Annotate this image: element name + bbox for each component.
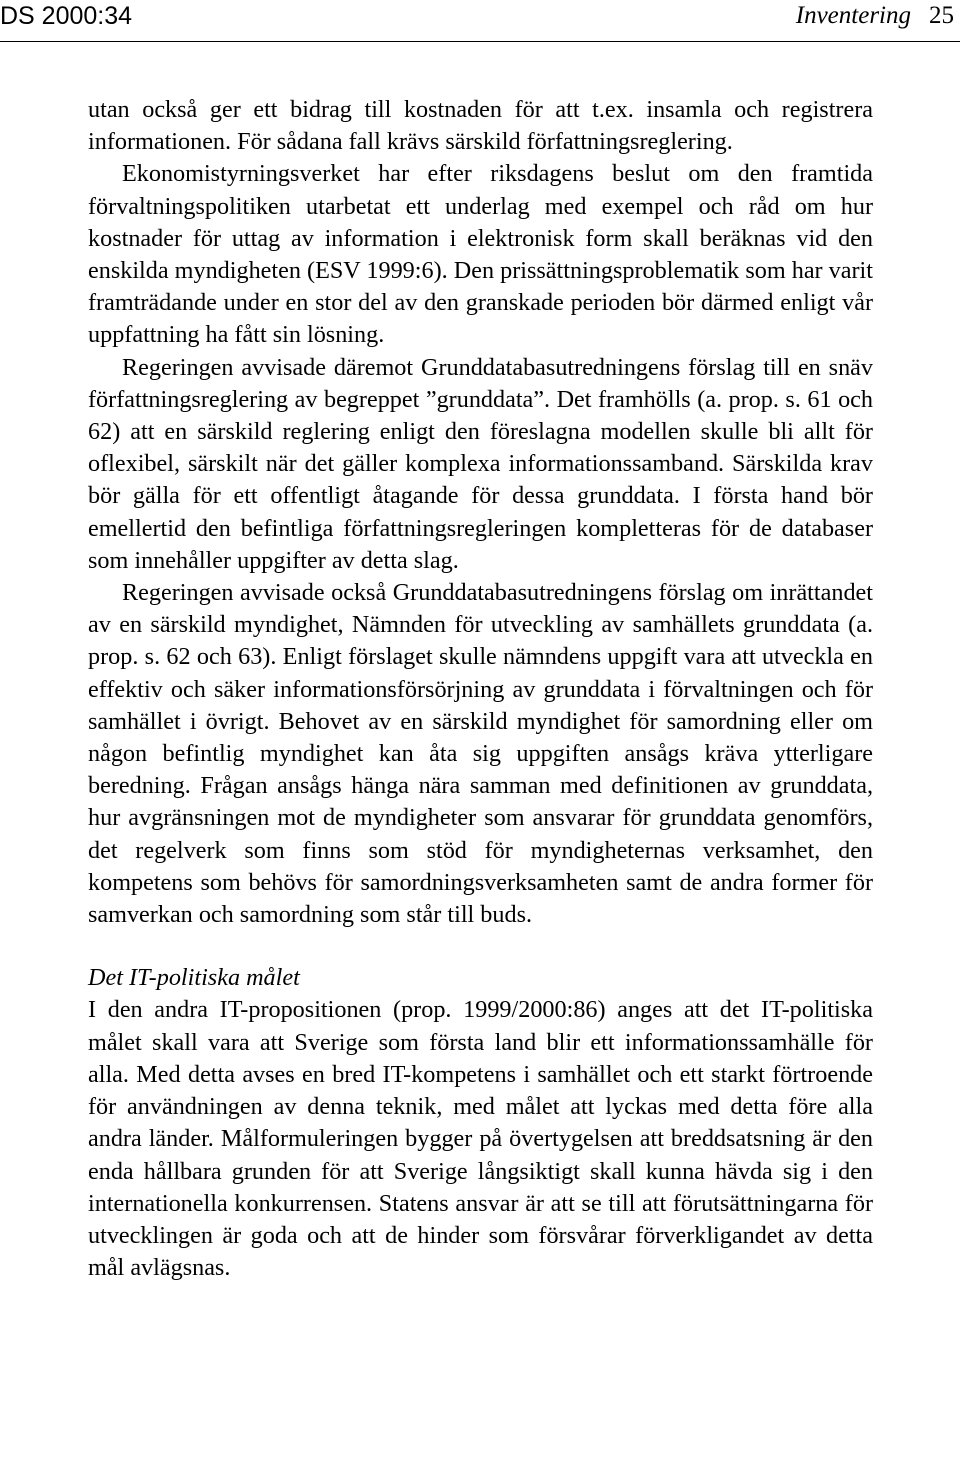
page-number: 25: [929, 2, 954, 29]
running-head: [796, 1, 954, 31]
document-id: DS 2000:34: [0, 2, 133, 30]
body-paragraph: Regeringen avvisade också Grunddatabasutredningens förslag om inrättandet av en särskild myndighet, Nämnden för utveckling av samhällets grunddata (a. prop. s. 62 och 63). Enligt förslaget skulle nämndens uppgift vara att utveckla en effektiv och säker informationsförsörjning av grunddata i förvaltningen och för samhället i övrigt. Behovet av en särskild myndighet för samordning eller om någon befintlig myndighet kan åta sig uppgiften ansågs kräva ytterligare beredning. Frågan ansågs hänga nära samman med definitionen av grunddata, hur avgränsningen mot de myndigheter som ansvarar för grunddata genomförs, det regelverk som finns som stöd för myndigheternas verksamhet, den kompetens som behövs för samordningsverksamheten samt de andra former för samverkan och samordning som står till buds.: [88, 579, 873, 929]
section-heading: Det IT-politiska målet: [88, 964, 300, 992]
page-header: [0, 0, 960, 46]
section-paragraph: I den andra IT-propositionen (prop. 1999/2000:86) anges att det IT-politiska målet skall vara att Sverige som första land blir ett informationssamhälle för alla. Med detta avses en bred IT-kompetens i samhället och ett starkt förtroende för användningen av denna teknik, med målet att lyckas med detta före alla andra länder. Målformuleringen bygger på övertygelsen att breddsatsning är den enda hållbara grunden för att Sverige långsiktigt skall kunna hävda sig i den internationella konkurrensen. Statens ansvar är att se till att förutsättningarna för utvecklingen är goda och att de hinder som försvårar förverkligandet av detta mål avlägsnas.: [88, 996, 873, 1282]
header-rule: [0, 41, 960, 42]
body-paragraph: Regeringen avvisade däremot Grunddatabasutredningens förslag till en snäv författningsreglering av begreppet ”grunddata”. Det framhölls (a. prop. s. 61 och 62) att en särskild reglering enligt den föreslagna modellen skulle bli allt för oflexibel, särskilt när det gäller komplexa informationssamband. Särskilda krav bör gälla för ett offentligt åtagande för dessa grunddata. I första hand bör emellertid den befintliga författningsregleringen kompletteras för de databaser som innehåller uppgifter av detta slag.: [88, 353, 873, 574]
page-body: [88, 94, 873, 1284]
section-title: Inventering: [795, 2, 911, 29]
body-paragraph: Ekonomistyrningsverket har efter riksdagens beslut om den framtida förvaltningspolitiken utarbetat ett underlag med exempel och råd om hur kostnader för uttag av information i elektronisk form skall beräknas vid den enskilda myndigheten (ESV 1999:6). Den prissättningsproblematik som har varit framträdande under en stor del av den granskade perioden bör därmed enligt vår uppfattning ha fått sin lösning.: [88, 160, 873, 349]
body-paragraph: utan också ger ett bidrag till kostnaden för att t.ex. insamla och registrera informationen. För sådana fall krävs särskild författningsreglering.: [88, 96, 873, 156]
